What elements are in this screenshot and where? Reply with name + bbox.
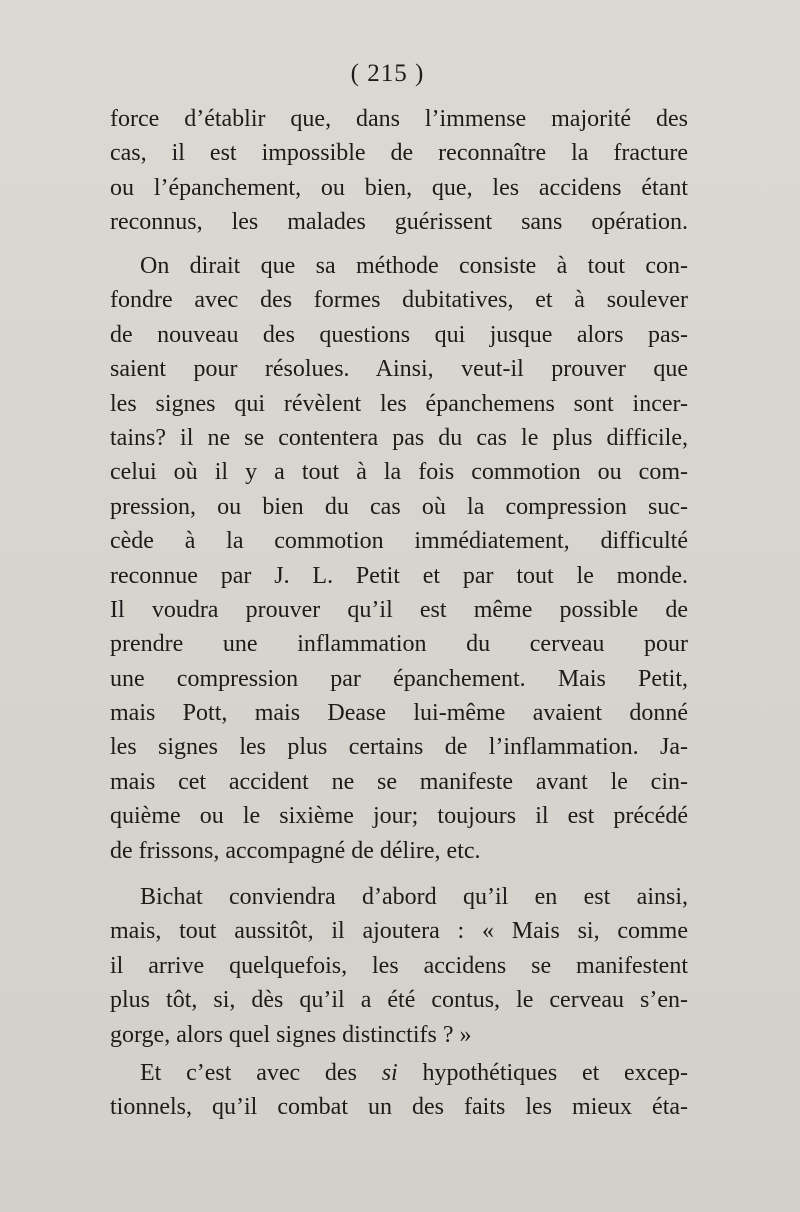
- text-line: mais cet accident ne se manifeste avant le cin-: [110, 768, 688, 795]
- text-line: Il voudra prouver qu’il est même possible de: [110, 596, 688, 623]
- text-line: celui où il y a tout à la fois commotion ou com-: [110, 459, 688, 486]
- text-line: il arrive quelquefois, les accidens se manifestent: [110, 952, 688, 979]
- text-line: de frissons, accompagné de délire, etc.: [110, 837, 481, 864]
- text-line: [110, 1056, 688, 1090]
- text-line: ou l’épanchement, ou bien, que, les accidens étant: [110, 174, 688, 201]
- text-line: tionnels, qu’il combat un des faits les mieux éta-: [110, 1094, 688, 1121]
- paragraph-3: [110, 880, 688, 1052]
- paragraph-2: [110, 249, 688, 868]
- text-line: plus tôt, si, dès qu’il a été contus, le cerveau s’en-: [110, 987, 688, 1014]
- text-line: gorge, alors quel signes distinctifs ? »: [110, 1021, 472, 1048]
- text-line: reconnue par J. L. Petit et par tout le monde.: [110, 562, 688, 589]
- text-line: cède à la commotion immédiatement, difficulté: [110, 528, 688, 555]
- page-number: ( 215 ): [350, 60, 425, 87]
- text-line: force d’établir que, dans l’immense majorité des: [110, 106, 688, 132]
- text-line: une compression par épanchement. Mais Petit,: [110, 665, 688, 692]
- text-line: mais Pott, mais Dease lui-même avaient donné: [110, 700, 688, 727]
- text-line: mais, tout aussitôt, il ajoutera : « Mais si, comme: [110, 918, 688, 945]
- text-line: cas, il est impossible de reconnaître la fracture: [110, 140, 688, 167]
- text-line: prendre une inflammation du cerveau pour: [110, 631, 688, 658]
- text-line: On dirait que sa méthode consiste à tout con-: [140, 253, 688, 279]
- text-line: pression, ou bien du cas où la compression suc-: [110, 493, 688, 520]
- text-line: reconnus, les malades guérissent sans opération.: [110, 209, 688, 236]
- text-line: fondre avec des formes dubitatives, et à soulever: [110, 287, 688, 314]
- text-line: tains? il ne se contentera pas du cas le plus difficile,: [110, 424, 688, 451]
- text-line: saient pour résolues. Ainsi, veut-il prouver que: [110, 356, 688, 383]
- text-line: de nouveau des questions qui jusque alors pas-: [110, 321, 688, 348]
- text-line: Bichat conviendra d’abord qu’il en est ainsi,: [140, 884, 688, 910]
- text-line: les signes qui révèlent les épanchemens sont incer-: [110, 390, 688, 417]
- paragraph-4: [110, 1056, 688, 1125]
- text-line: quième ou le sixième jour; toujours il est précédé: [110, 803, 688, 830]
- text-line: les signes les plus certains de l’inflammation. Ja-: [110, 734, 688, 761]
- italic-word: si: [381, 1060, 398, 1086]
- paragraph-1: [110, 102, 688, 240]
- text-segment: Et c’est avec des: [140, 1060, 382, 1086]
- text-segment: hypothétiques et excep-: [397, 1060, 688, 1086]
